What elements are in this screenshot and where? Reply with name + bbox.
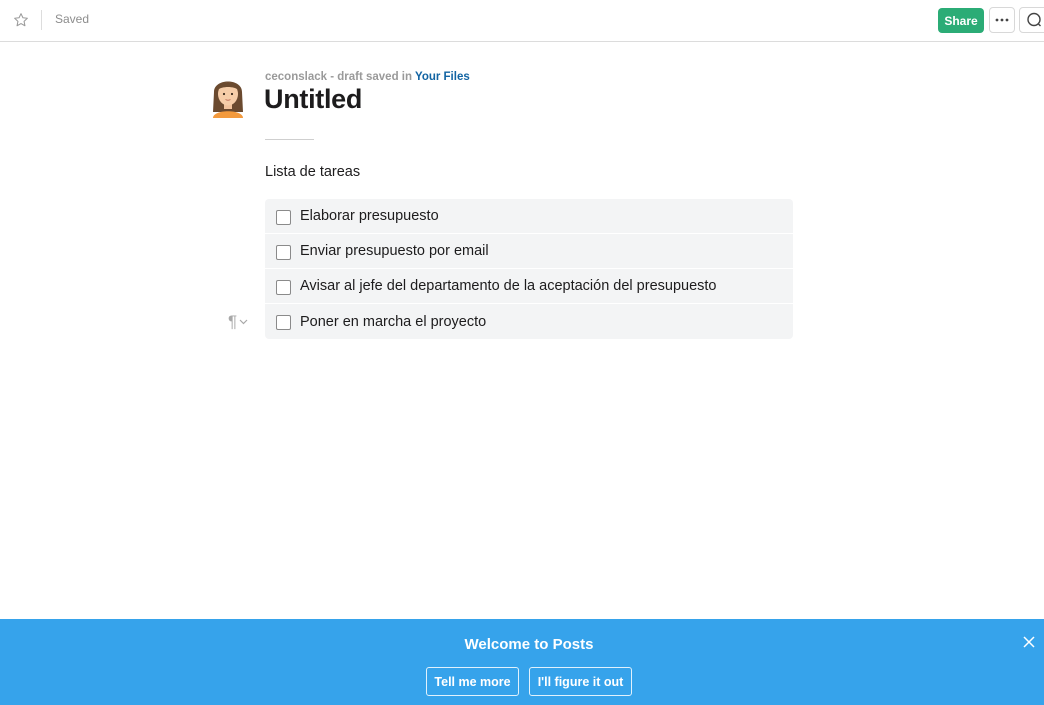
meta-text: - draft saved in: [327, 71, 415, 83]
figure-it-out-button[interactable]: I'll figure it out: [529, 667, 632, 696]
paragraph-format-handle[interactable]: [228, 312, 248, 332]
checklist-item-text[interactable]: Enviar presupuesto por email: [300, 243, 489, 259]
checklist-heading[interactable]: Lista de tareas: [265, 164, 361, 180]
author-avatar: [209, 72, 247, 118]
share-button[interactable]: Share: [938, 8, 984, 33]
top-bar: [0, 0, 1044, 42]
close-icon[interactable]: [1021, 634, 1037, 650]
document-title[interactable]: Untitled: [264, 84, 363, 114]
banner-title: Welcome to Posts: [464, 636, 594, 653]
checklist-item-text[interactable]: Elaborar presupuesto: [300, 208, 439, 224]
title-divider: [265, 139, 314, 140]
your-files-link[interactable]: Your Files: [415, 71, 470, 83]
more-horizontal-icon: [995, 18, 1009, 22]
star-icon[interactable]: [10, 9, 32, 31]
author-name: ceconslack: [265, 71, 328, 83]
welcome-banner: [0, 619, 1044, 705]
checklist-item[interactable]: [265, 304, 793, 339]
checklist-item[interactable]: [265, 269, 793, 304]
checkbox[interactable]: [276, 210, 291, 225]
checklist-item-text[interactable]: Avisar al jefe del departamento de la aceptación del presupuesto: [300, 278, 717, 294]
checkbox[interactable]: [276, 315, 291, 330]
more-options-button[interactable]: [989, 7, 1015, 33]
comments-button[interactable]: [1019, 7, 1044, 33]
checkbox[interactable]: [276, 245, 291, 260]
tell-me-more-button[interactable]: Tell me more: [426, 667, 519, 696]
saved-status: Saved: [55, 12, 90, 26]
checklist-item[interactable]: [265, 199, 793, 234]
pilcrow-icon: ¶: [228, 312, 238, 331]
chevron-down-icon: [239, 319, 248, 325]
checkbox[interactable]: [276, 280, 291, 295]
comment-bubble-icon: [1026, 12, 1042, 28]
checklist-item[interactable]: [265, 234, 793, 269]
draft-meta: [265, 71, 470, 83]
checklist-item-text[interactable]: Poner en marcha el proyecto: [300, 313, 487, 330]
task-checklist: [265, 199, 793, 339]
topbar-divider: [41, 10, 42, 30]
